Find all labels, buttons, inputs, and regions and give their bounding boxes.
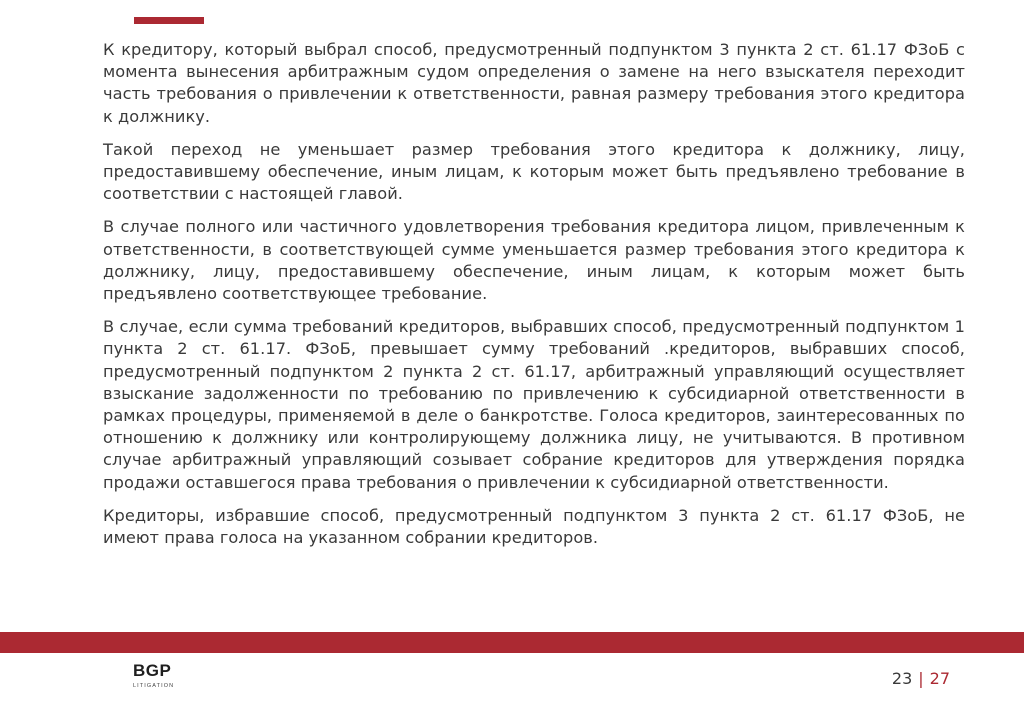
paragraph-4: В случае, если сумма требований кредиторов, выбравших способ, предусмотренный подпунктом 1 пункта 2 ст. 61.17. ФЗоБ, превышает сумму требований .кредиторов, выбравших способ, предусмотренный подпунктом 2 пункта 2 ст. 61.17, арбитражный управляющий осуществляет взыскание задолженности по требованию по привлечению к субсидиарной ответственности в рамках процедуры, применяемой в деле о банкротстве. Голоса кредиторов, заинтересованных по отношению к должнику или контролирующему должника лицу, не учитываются. В противном случае арбитражный управляющий созывает собрание кредиторов для утверждения порядка продажи оставшегося права требования о привлечении к субсидиарной ответственности. [103, 317, 965, 492]
paragraph-1: К кредитору, который выбрал способ, предусмотренный подпунктом 3 пункта 2 ст. 61.17 ФЗоБ с момента вынесения арбитражным судом определения о замене на него взыскателя переходит часть требования о привлечении к ответственности, равная размеру требования этого кредитора к должнику. [103, 40, 965, 126]
logo-sub-text: LITIGATION [133, 683, 175, 689]
logo-main-text: BGP [133, 661, 172, 680]
bgp-logo [133, 662, 193, 694]
top-accent-bar [134, 17, 204, 24]
page-total: 27 [929, 669, 950, 688]
page-separator: | [918, 669, 924, 688]
paragraph-5: Кредиторы, избравшие способ, предусмотренный подпунктом 3 пункта 2 ст. 61.17 ФЗоБ, не имеют права голоса на указанном собрании кредиторов. [103, 505, 965, 548]
page-current: 23 [891, 669, 913, 688]
slide-body [103, 39, 965, 560]
footer-band [0, 632, 1024, 653]
paragraph-3: В случае полного или частичного удовлетворения требования кредитора лицом, привлеченным к ответственности, в соответствующей сумме уменьшается размер требования этого кредитора к должнику, лицу, предоставившему обеспечение, иным лицам, к которым может быть предъявлено соответствующее требование. [103, 217, 965, 304]
paragraph-2: Такой переход не уменьшает размер требования этого кредитора к должнику, лицу, предоставившему обеспечение, иным лицам, к которым может быть предъявлено требование в соответствии с настоящей главой. [103, 139, 965, 204]
page-number [892, 669, 950, 688]
